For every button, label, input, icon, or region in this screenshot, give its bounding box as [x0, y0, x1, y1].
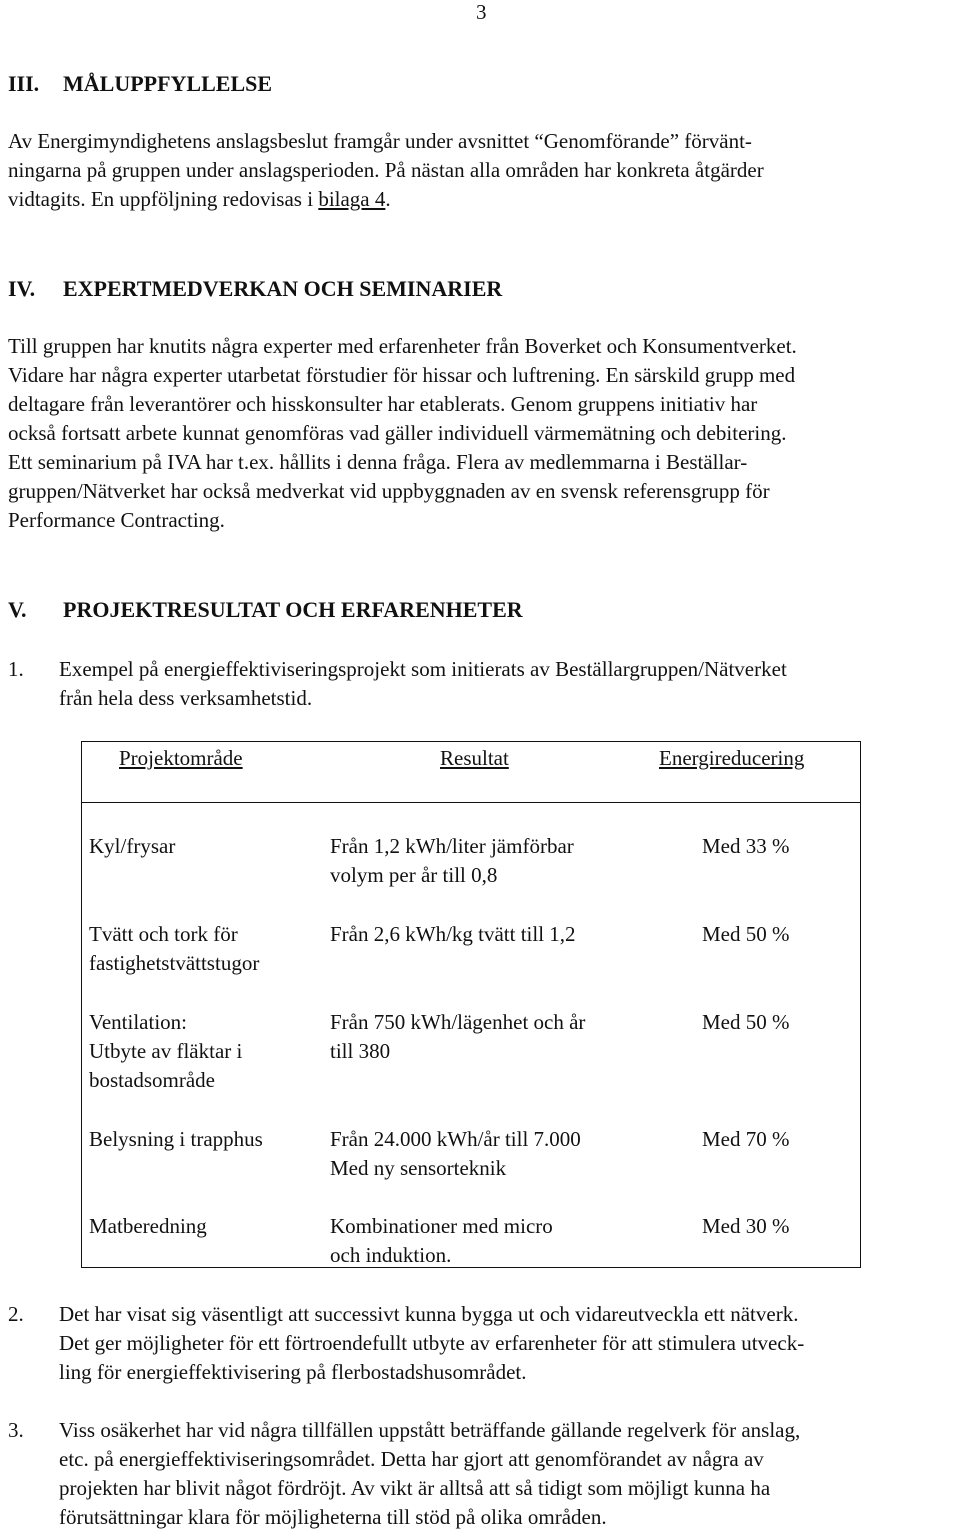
- cell-reduction: Med 50 %: [702, 1010, 790, 1034]
- cell-text: Utbyte av fläktar i: [89, 1039, 243, 1063]
- cell-area: [89, 1125, 319, 1154]
- text-line: Viss osäkerhet har vid några tillfällen uppstått beträffande gällande regelverk för anslag,: [59, 1418, 801, 1442]
- cell-result: [330, 1212, 650, 1270]
- text-line: Ett seminarium på IVA har t.ex. hållits i denna fråga. Flera av medlemmarna i Beställar-: [8, 450, 748, 474]
- cell-area: [89, 1008, 319, 1095]
- cell-result: [330, 1008, 650, 1066]
- text-line: Performance Contracting.: [8, 508, 225, 532]
- cell-area: [89, 1212, 319, 1241]
- cell-text: Från 1,2 kWh/liter jämförbar: [330, 834, 574, 858]
- cell-text: Tvätt och tork för: [89, 922, 238, 946]
- cell-reduction: Med 50 %: [702, 922, 790, 946]
- text-span: .: [385, 187, 391, 211]
- text-line: ling för energieffektivisering på flerbostadshusområdet.: [59, 1360, 527, 1384]
- cell-area: [89, 920, 319, 978]
- text-line: gruppen/Nätverket har också medverkat vid uppbyggnaden av en svensk referensgrupp för: [8, 479, 770, 503]
- cell-text: Kombinationer med micro: [330, 1214, 553, 1238]
- paragraph-maluppfyllelse: [8, 127, 956, 214]
- text-line: Av Energimyndighetens anslagsbeslut framgår under avsnittet “Genomförande” förvänt-: [8, 129, 752, 153]
- numbered-item-2: [8, 1300, 956, 1387]
- cell-text: till 380: [330, 1039, 391, 1063]
- column-header-reduction: Energireducering: [659, 746, 805, 770]
- text-line: också fortsatt arbete kunnat genomföras vad gäller individuell värmemätning och debitering.: [8, 421, 787, 445]
- text-line: Det har visat sig väsentligt att successivt kunna bygga ut och vidareutveckla ett nätverk.: [59, 1302, 799, 1326]
- cell-reduction: Med 33 %: [702, 834, 790, 858]
- cell-result: [330, 832, 650, 890]
- text-line: Vidare har några experter utarbetat förstudier för hissar och luftrening. En särskild grupp med: [8, 363, 796, 387]
- cell-result: [330, 920, 650, 949]
- cell-text: volym per år till 0,8: [330, 863, 498, 887]
- cell-text: Kyl/frysar: [89, 834, 176, 858]
- cell-reduction: Med 70 %: [702, 1127, 790, 1151]
- cell-text: Från 750 kWh/lägenhet och år: [330, 1010, 586, 1034]
- page-number: 3: [476, 0, 487, 24]
- paragraph-expertmedverkan: [8, 332, 956, 535]
- text-line: från hela dess verksamhetstid.: [59, 686, 313, 710]
- text-line: Exempel på energieffektiviseringsprojekt som initierats av Beställargruppen/Nätverket: [59, 657, 787, 681]
- item-number: 3.: [8, 1418, 24, 1442]
- cell-text: Från 24.000 kWh/år till 7.000: [330, 1127, 581, 1151]
- cell-text: Från 2,6 kWh/kg tvätt till 1,2: [330, 922, 576, 946]
- text-line: etc. på energieffektiviseringsområdet. Detta har gjort att genomförandet av några av: [59, 1447, 764, 1471]
- text-line: [8, 185, 956, 214]
- text-line: projekten har blivit något fördröjt. Av vikt är alltså att så tidigt som möjligt kunna ha: [59, 1476, 771, 1500]
- cell-result: [330, 1125, 650, 1183]
- section-heading-5: [8, 595, 523, 624]
- results-table: [81, 741, 861, 1268]
- text-line: förutsättningar klara för möjligheterna till stöd på olika områden.: [59, 1505, 607, 1529]
- section-number: III.: [8, 71, 40, 96]
- section-heading-3: [8, 69, 272, 98]
- section-number: IV.: [8, 276, 36, 301]
- section-title: EXPERTMEDVERKAN OCH SEMINARIER: [63, 276, 503, 301]
- cell-text: bostadsområde: [89, 1068, 215, 1092]
- text-line: Det ger möjligheter för ett förtroendefullt utbyte av erfarenheter för att stimulera utveck-: [59, 1331, 805, 1355]
- cell-text: fastighetstvättstugor: [89, 951, 260, 975]
- cell-text: Med ny sensorteknik: [330, 1156, 507, 1180]
- section-title: PROJEKTRESULTAT OCH ERFARENHETER: [63, 597, 523, 622]
- table-header: [82, 742, 860, 803]
- section-heading-4: [8, 274, 502, 303]
- cell-text: Matberedning: [89, 1214, 207, 1238]
- text-span: vidtagits. En uppföljning redovisas i: [8, 187, 319, 211]
- numbered-item-1: [8, 655, 956, 713]
- cell-reduction: Med 30 %: [702, 1214, 790, 1238]
- text-line: ningarna på gruppen under anslagsperioden. På nästan alla områden har konkreta åtgärder: [8, 158, 764, 182]
- text-line: deltagare från leverantörer och hisskonsulter har etablerats. Genom gruppens initiativ har: [8, 392, 758, 416]
- item-number: 2.: [8, 1302, 24, 1326]
- section-number: V.: [8, 597, 27, 622]
- section-title: MÅLUPPFYLLELSE: [63, 71, 273, 96]
- numbered-item-3: [8, 1416, 956, 1532]
- item-number: 1.: [8, 657, 24, 681]
- cell-text: och induktion.: [330, 1243, 452, 1267]
- cell-area: [89, 832, 319, 861]
- cell-text: Ventilation:: [89, 1010, 187, 1034]
- bilaga-link[interactable]: bilaga 4: [318, 187, 386, 211]
- text-line: Till gruppen har knutits några experter med erfarenheter från Boverket och Konsumentverket.: [8, 334, 797, 358]
- column-header-result: Resultat: [440, 746, 509, 770]
- column-header-area: Projektområde: [119, 746, 243, 770]
- cell-text: Belysning i trapphus: [89, 1127, 263, 1151]
